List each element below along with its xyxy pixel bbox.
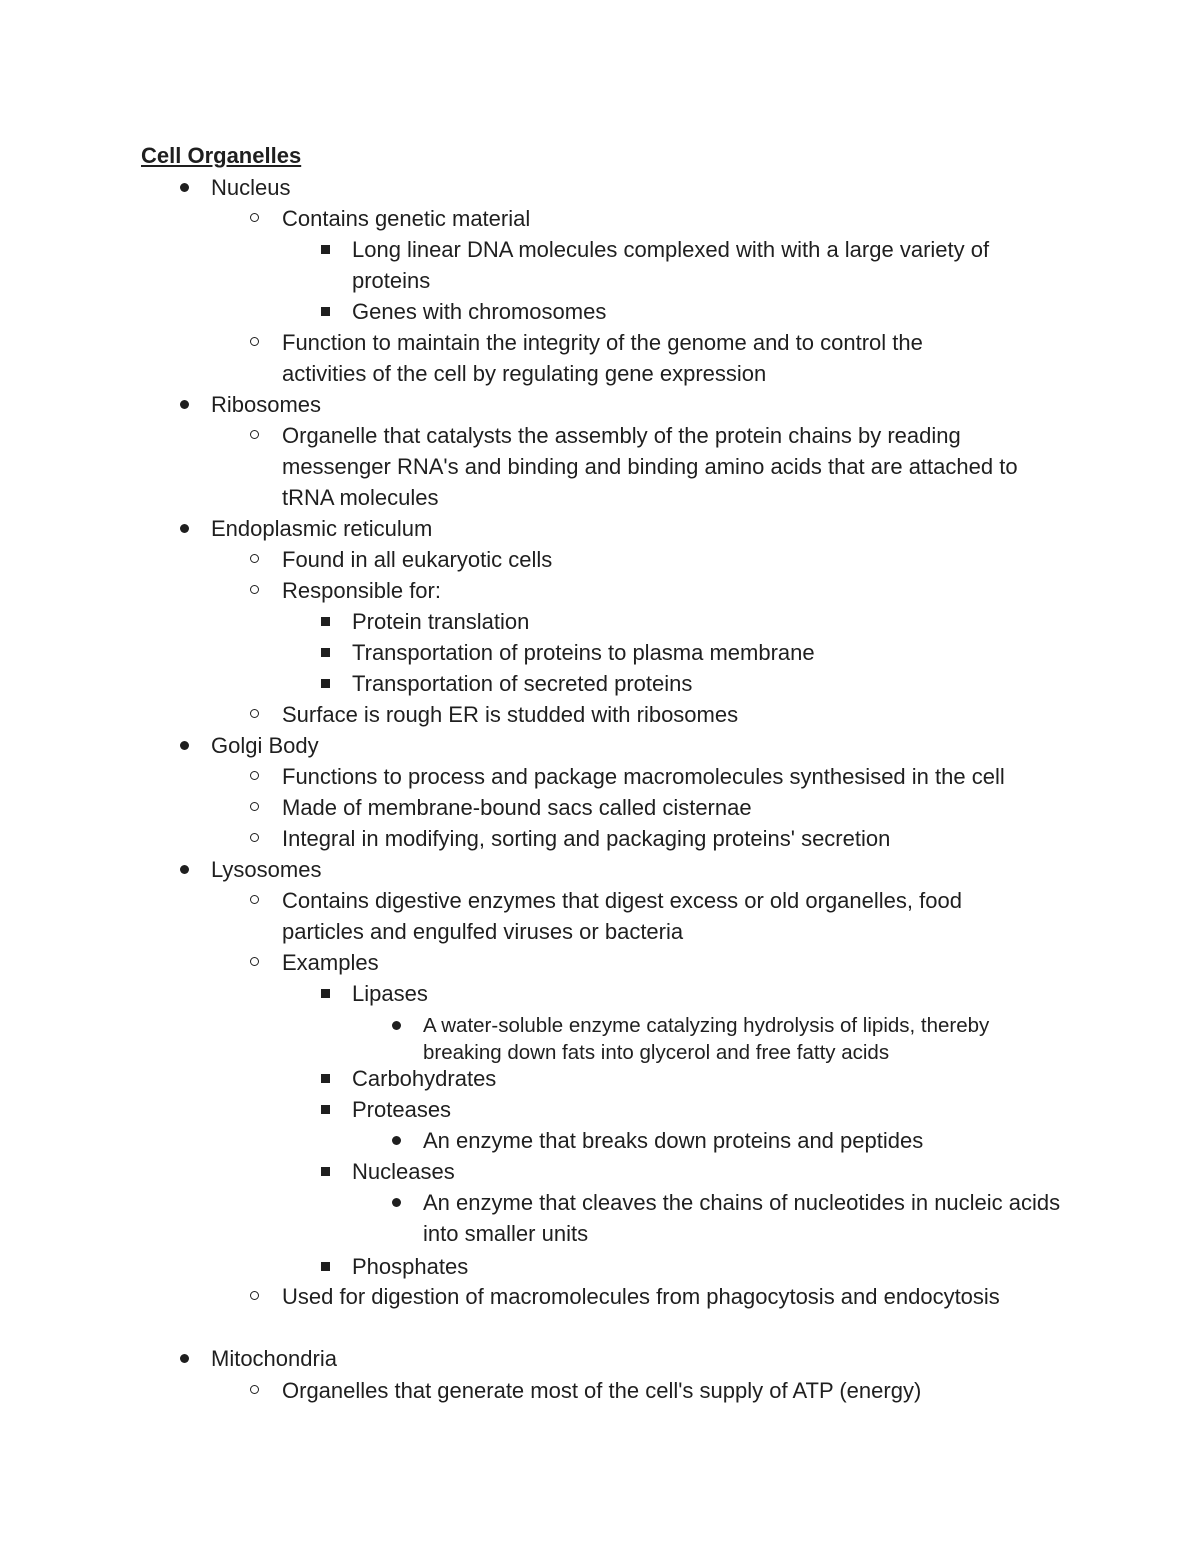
list-item: Used for digestion of macromolecules from phagocytosis and endocytosis <box>282 1281 1082 1312</box>
list-item: A water-soluble enzyme catalyzing hydrolysis of lipids, thereby breaking down fats into glycerol and free fatty acids <box>423 1012 1063 1066</box>
hollow-bullet-icon <box>250 709 259 718</box>
square-bullet-icon <box>321 1262 330 1271</box>
filled-bullet-icon <box>180 865 189 874</box>
list-item: Nucleases <box>352 1156 1052 1187</box>
list-item-endoplasmic-reticulum: Endoplasmic reticulum <box>211 513 1091 544</box>
list-item: Function to maintain the integrity of the genome and to control the activities of the cell by regulating gene expression <box>282 327 982 389</box>
hollow-bullet-icon <box>250 957 259 966</box>
list-item: Surface is rough ER is studded with ribosomes <box>282 699 1072 730</box>
list-item: Contains digestive enzymes that digest excess or old organelles, food particles and engulfed viruses or bacteria <box>282 885 1022 947</box>
list-item: Functions to process and package macromolecules synthesised in the cell <box>282 761 1082 792</box>
list-item-lysosomes: Lysosomes <box>211 854 1091 885</box>
list-item: Transportation of secreted proteins <box>352 668 1052 699</box>
hollow-bullet-icon <box>250 213 259 222</box>
list-item: Protein translation <box>352 606 1052 637</box>
hollow-bullet-icon <box>250 771 259 780</box>
list-item: Organelle that catalysts the assembly of the protein chains by reading messenger RNA's and binding and binding amino acids that are attached to tRNA molecules <box>282 420 1052 513</box>
list-item-ribosomes: Ribosomes <box>211 389 1091 420</box>
hollow-bullet-icon <box>250 585 259 594</box>
list-item: Integral in modifying, sorting and packaging proteins' secretion <box>282 823 1072 854</box>
list-item: Transportation of proteins to plasma membrane <box>352 637 1052 668</box>
filled-bullet-icon <box>180 741 189 750</box>
hollow-bullet-icon <box>250 895 259 904</box>
square-bullet-icon <box>321 679 330 688</box>
hollow-bullet-icon <box>250 802 259 811</box>
hollow-bullet-icon <box>250 554 259 563</box>
hollow-bullet-icon <box>250 833 259 842</box>
filled-bullet-icon <box>392 1021 401 1030</box>
list-item: An enzyme that breaks down proteins and peptides <box>423 1125 1063 1156</box>
list-item: Phosphates <box>352 1251 1052 1282</box>
filled-bullet-icon <box>392 1198 401 1207</box>
square-bullet-icon <box>321 648 330 657</box>
list-item: Genes with chromosomes <box>352 296 1052 327</box>
list-item: Contains genetic material <box>282 203 1072 234</box>
square-bullet-icon <box>321 1105 330 1114</box>
square-bullet-icon <box>321 307 330 316</box>
list-item: Lipases <box>352 978 1052 1009</box>
list-item: Made of membrane-bound sacs called cisternae <box>282 792 1072 823</box>
hollow-bullet-icon <box>250 337 259 346</box>
list-item: Proteases <box>352 1094 1052 1125</box>
square-bullet-icon <box>321 245 330 254</box>
filled-bullet-icon <box>180 183 189 192</box>
filled-bullet-icon <box>392 1136 401 1145</box>
list-item-nucleus: Nucleus <box>211 172 1091 203</box>
square-bullet-icon <box>321 989 330 998</box>
square-bullet-icon <box>321 617 330 626</box>
square-bullet-icon <box>321 1074 330 1083</box>
hollow-bullet-icon <box>250 1291 259 1300</box>
list-item: Carbohydrates <box>352 1063 1052 1094</box>
filled-bullet-icon <box>180 400 189 409</box>
page-title: Cell Organelles <box>141 143 302 168</box>
hollow-bullet-icon <box>250 1385 259 1394</box>
list-item: Long linear DNA molecules complexed with with a large variety of proteins <box>352 234 1052 296</box>
filled-bullet-icon <box>180 524 189 533</box>
list-item: Found in all eukaryotic cells <box>282 544 1072 575</box>
list-item: An enzyme that cleaves the chains of nucleotides in nucleic acids into smaller units <box>423 1187 1063 1249</box>
list-item: Organelles that generate most of the cell's supply of ATP (energy) <box>282 1375 1072 1406</box>
list-item: Examples <box>282 947 1072 978</box>
square-bullet-icon <box>321 1167 330 1176</box>
hollow-bullet-icon <box>250 430 259 439</box>
list-item: Responsible for: <box>282 575 1072 606</box>
list-item-golgi-body: Golgi Body <box>211 730 1091 761</box>
filled-bullet-icon <box>180 1354 189 1363</box>
list-item-mitochondria: Mitochondria <box>211 1343 1091 1374</box>
